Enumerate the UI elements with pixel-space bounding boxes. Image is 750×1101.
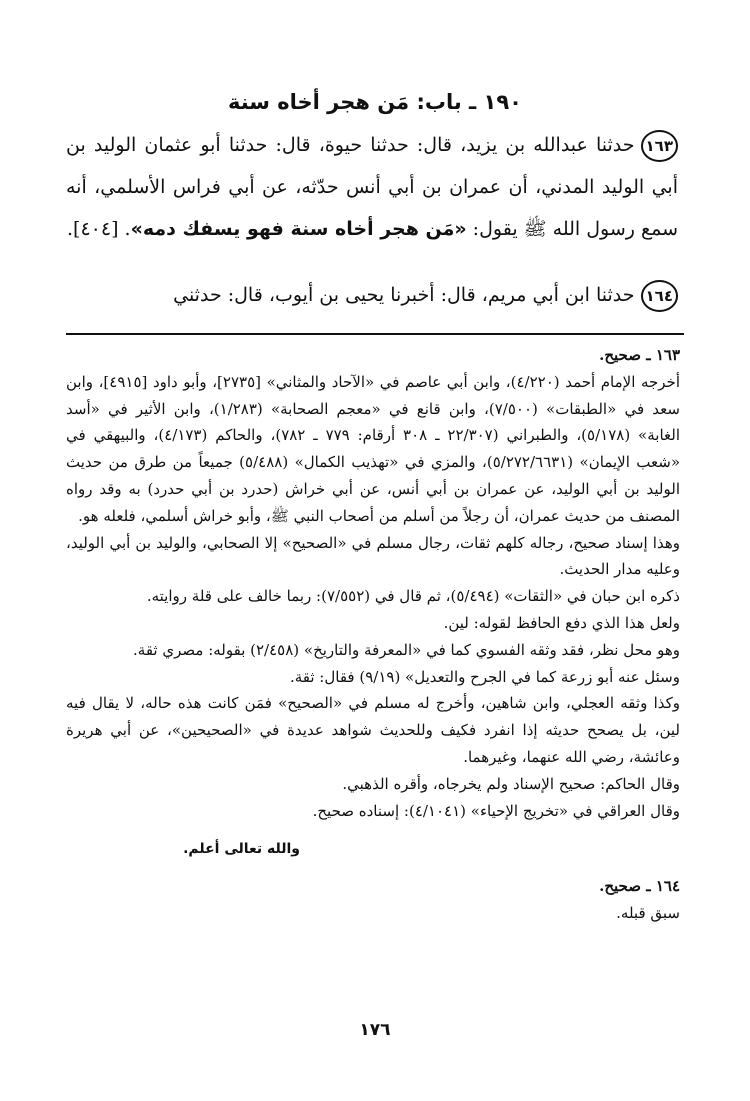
hadith-text-164: حدثنا ابن أبي مريم، قال: أخبرنا يحيى بن أيوب، قال: حدثني (173, 284, 635, 306)
footnote-divider (66, 333, 684, 335)
footnote-163-line: وكذا وثقه العجلي، وابن شاهين، وأخرج له مسلم في «الصحيح» فمَن كانت هذه حاله، لا يقال فيه لين، بل يصحح حديثه إذا انفرد فكيف وللحديث شواهد عديدة في «الصحيحين»، عن أبي هريرة وعائشة، رضي الله عنهما، وغيرهما. (66, 694, 680, 766)
hadith-text-163: حدثنا عبدالله بن يزيد، قال: حدثنا حيوة، قال: حدثنا أبو عثمان الوليد بن أبي الوليد المدني، أن عمران بن أبي أنس حدّثه، عن أبي فراس الأسلمي، أنه سمع رسول الله ﷺ يقول: (66, 134, 678, 240)
footnote-163-line: وهو محل نظر، فقد وثقه الفسوي كما في «المعرفة والتاريخ» (٢/٤٥٨) بقوله: مصري ثقة. (133, 640, 680, 659)
footnote-163-line: وقال العراقي في «تخريج الإحياء» (٤/١٠٤١): إسناده صحيح. (312, 801, 680, 820)
footnote-164-line: سبق قبله. (616, 903, 680, 922)
hadith-164 (66, 274, 678, 316)
hadith-number-164: ١٦٤ (641, 280, 678, 312)
page-number: ١٧٦ (359, 1020, 391, 1040)
chapter-title: ١٩٠ ـ باب: مَن هجر أخاه سنة (227, 90, 522, 114)
hadith-quote-163: «مَن هجر أخاه سنة فهو يسفك دمه» (130, 218, 467, 240)
footnote-163-line: وسئل عنه أبو زرعة كما في الجرح والتعديل» (٩/١٩) فقال: ثقة. (289, 667, 680, 686)
hadith-163 (66, 124, 678, 250)
hadith-ref-163: . [٤٠٤]. (66, 218, 131, 240)
footnote-163-line: وهذا إسناد صحيح، رجاله كلهم ثقات، رجال مسلم في «الصحيح» إلا الصحابي، والوليد بن أبي الوليد، وعليه مدار الحديث. (66, 533, 680, 579)
footnotes (66, 342, 680, 927)
footnote-163-head: ١٦٣ ـ صحيح. (599, 346, 680, 364)
hadith-number-163: ١٦٣ (641, 130, 678, 162)
footnote-signature: والله تعالى أعلم. (183, 841, 300, 858)
footnote-163-line: أخرجه الإمام أحمد (٤/٢٢٠)، وابن أبي عاصم في «الآحاد والمثاني» [٢٧٣٥]، وأبو داود [٤٩١٥]، وابن سعد في «الطبقات» (٧/٥٠٠)، وابن قانع في «معجم الصحابة» (١/٢٨٣)، وابن الأثير في «أسد الغابة» (٥/١٧٨)، والطبراني (٢٢/٣٠٧ ـ ٣٠٨ أرقام: ٧٧٩ ـ ٧٨٢)، والحاكم (٤/١٧٣)، والبيهقي في «شعب الإيمان» (٥/٢٧٢/٦٦٣١)، والمزي في «تهذيب الكمال» (٥/٤٨٨) جميعاً من طرق من حديث الوليد بن أبي الوليد، عن عمران بن أبي أنس، عن أبي خراش (حدرد بن أبي حدرد) به وقد رواه المصنف من حديث عمران، أن رجلاً من أسلم من أصحاب النبي ﷺ، وأبو خراش أسلمي، فلعله هو. (66, 372, 681, 525)
footnote-163-line: ذكره ابن حبان في «الثقات» (٥/٤٩٤)، ثم قال في (٧/٥٥٢): ربما خالف على قلة روايته. (146, 587, 680, 606)
footnote-163-line: وقال الحاكم: صحيح الإسناد ولم يخرجاه، وأقره الذهبي. (342, 774, 680, 793)
footnote-163-line: ولعل هذا الذي دفع الحافظ لقوله: لين. (443, 613, 680, 632)
footnote-164-head: ١٦٤ ـ صحيح. (599, 877, 680, 896)
